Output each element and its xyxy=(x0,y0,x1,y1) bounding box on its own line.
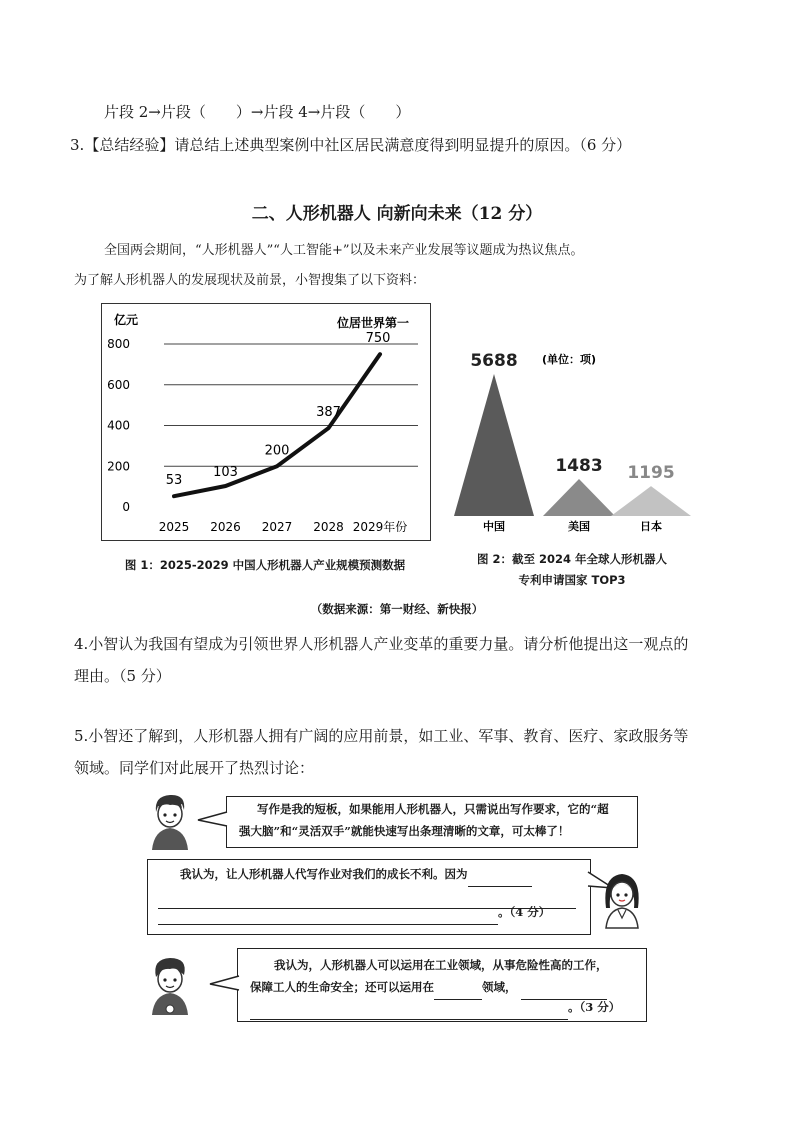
q2-sequence: 片段 2→片段（ ）→片段 4→片段（ ） xyxy=(104,103,411,121)
chart2-value-label: 1195 xyxy=(627,463,675,484)
chart1-y-tick: 800 xyxy=(107,337,130,351)
chart1-x-tick: 2026 xyxy=(210,520,241,534)
chart2-triangle-bar xyxy=(611,486,691,516)
chart2-caption-line2: 专利申请国家 TOP3 xyxy=(518,573,626,587)
chart2-category-label: 美国 xyxy=(568,520,590,533)
q3-text: 请总结上述典型案例中社区居民满意度得到明显提升的原因。（6 分） xyxy=(174,136,632,154)
chart1-y-tick: 600 xyxy=(107,377,130,392)
source-note: （数据来源：第一财经、新快报） xyxy=(310,602,484,616)
bubble3-answer-blank-2[interactable] xyxy=(250,1005,568,1020)
boy-avatar-1 xyxy=(146,790,194,852)
bubble1-tail xyxy=(196,810,228,830)
bubble2-answer-blank-3[interactable] xyxy=(158,910,498,925)
bubble3-line2b: 领域， xyxy=(482,980,517,994)
section2-intro-line1: 全国两会期间，“人形机器人”“人工智能+”以及未来产业发展等议题成为热议焦点。 xyxy=(104,243,584,258)
chart2-unit-label: (单位：项) xyxy=(542,353,597,366)
chart1-x-tick: 2029年份 xyxy=(352,520,408,534)
chart1-data-label: 750 xyxy=(365,331,391,347)
chart1-frame xyxy=(101,303,431,541)
bubble3-line1: 我认为，人形机器人可以运用在工业领域，从事危险性高的工作， xyxy=(274,958,608,972)
q3-tag: 【总结经验】 xyxy=(84,136,175,154)
bubble2-score: 。（4 分） xyxy=(498,905,551,919)
chart1-x-tick: 2027 xyxy=(261,520,293,534)
girl-avatar xyxy=(598,868,646,930)
bubble2-line3 xyxy=(158,900,550,925)
speech-bubble-2 xyxy=(147,859,591,935)
chart1-data-label: 53 xyxy=(165,473,183,489)
chart2-triangle-bar xyxy=(454,374,534,516)
chart2-category-label: 日本 xyxy=(640,520,662,533)
section2-title: 二、人形机器人 向新向未来（12 分） xyxy=(251,204,543,224)
bubble3-tail xyxy=(208,974,240,994)
boy-avatar-2 xyxy=(146,953,194,1017)
chart1-data-label: 200 xyxy=(264,443,290,459)
q5-line1: 5.小智还了解到，人形机器人拥有广阔的应用前景，如工业、军事、教育、医疗、家政服务等 xyxy=(74,727,689,745)
chart1-y-tick: 0 xyxy=(122,500,130,514)
chart1-annotation: 位居世界第一 xyxy=(337,316,410,330)
bubble2-line1 xyxy=(180,862,532,887)
chart2-triangle-chart xyxy=(446,336,698,536)
chart1-y-tick: 200 xyxy=(107,459,130,474)
bubble2-answer-blank-1[interactable] xyxy=(468,872,532,887)
chart1-caption: 图 1：2025-2029 中国人形机器人产业规模预测数据 xyxy=(124,558,406,572)
chart2-value-label: 1483 xyxy=(555,455,603,476)
q4-line1: 4.小智认为我国有望成为引领世界人形机器人产业变革的重要力量。请分析他提出这一观点的 xyxy=(74,635,689,653)
chart1-line-chart xyxy=(102,304,430,540)
speech-bubble-1 xyxy=(226,796,638,848)
chart2-category-label: 中国 xyxy=(483,520,505,533)
q5-line2: 领域。同学们对此展开了热烈讨论： xyxy=(74,759,315,777)
q3-question xyxy=(70,134,631,155)
chart1-data-label: 103 xyxy=(213,465,238,481)
speech-bubble-3 xyxy=(237,948,647,1022)
chart1-x-tick: 2028 xyxy=(313,520,344,534)
chart1-y-tick: 400 xyxy=(107,418,130,433)
section2-intro-line2: 为了解人形机器人的发展现状及前景，小智搜集了以下资料： xyxy=(74,273,426,288)
bubble1-line2: 强大脑”和“灵活双手”就能快速写出条理清晰的文章，可太棒了！ xyxy=(239,824,570,838)
q3-number: 3. xyxy=(70,136,85,154)
chart1-unit-label: 亿元 xyxy=(114,313,139,327)
bubble3-score: 。（3 分） xyxy=(568,1000,621,1014)
bubble3-line2a: 保障工人的生命安全；还可以运用在 xyxy=(250,980,434,994)
q4-line2: 理由。（5 分） xyxy=(74,667,171,685)
chart1-data-label: 387 xyxy=(316,405,341,421)
bubble2-text: 我认为，让人形机器人代写作业对我们的成长不利。因为 xyxy=(180,867,468,881)
bubble1-line1: 写作是我的短板，如果能用人形机器人，只需说出写作要求，它的“超 xyxy=(257,802,609,816)
chart1-x-tick: 2025 xyxy=(158,520,190,534)
chart2-triangle-bar xyxy=(543,479,615,516)
chart2-caption-line1: 图 2：截至 2024 年全球人形机器人 xyxy=(476,552,668,566)
chart2-value-label: 5688 xyxy=(470,351,518,371)
bubble3-line3 xyxy=(250,995,620,1020)
